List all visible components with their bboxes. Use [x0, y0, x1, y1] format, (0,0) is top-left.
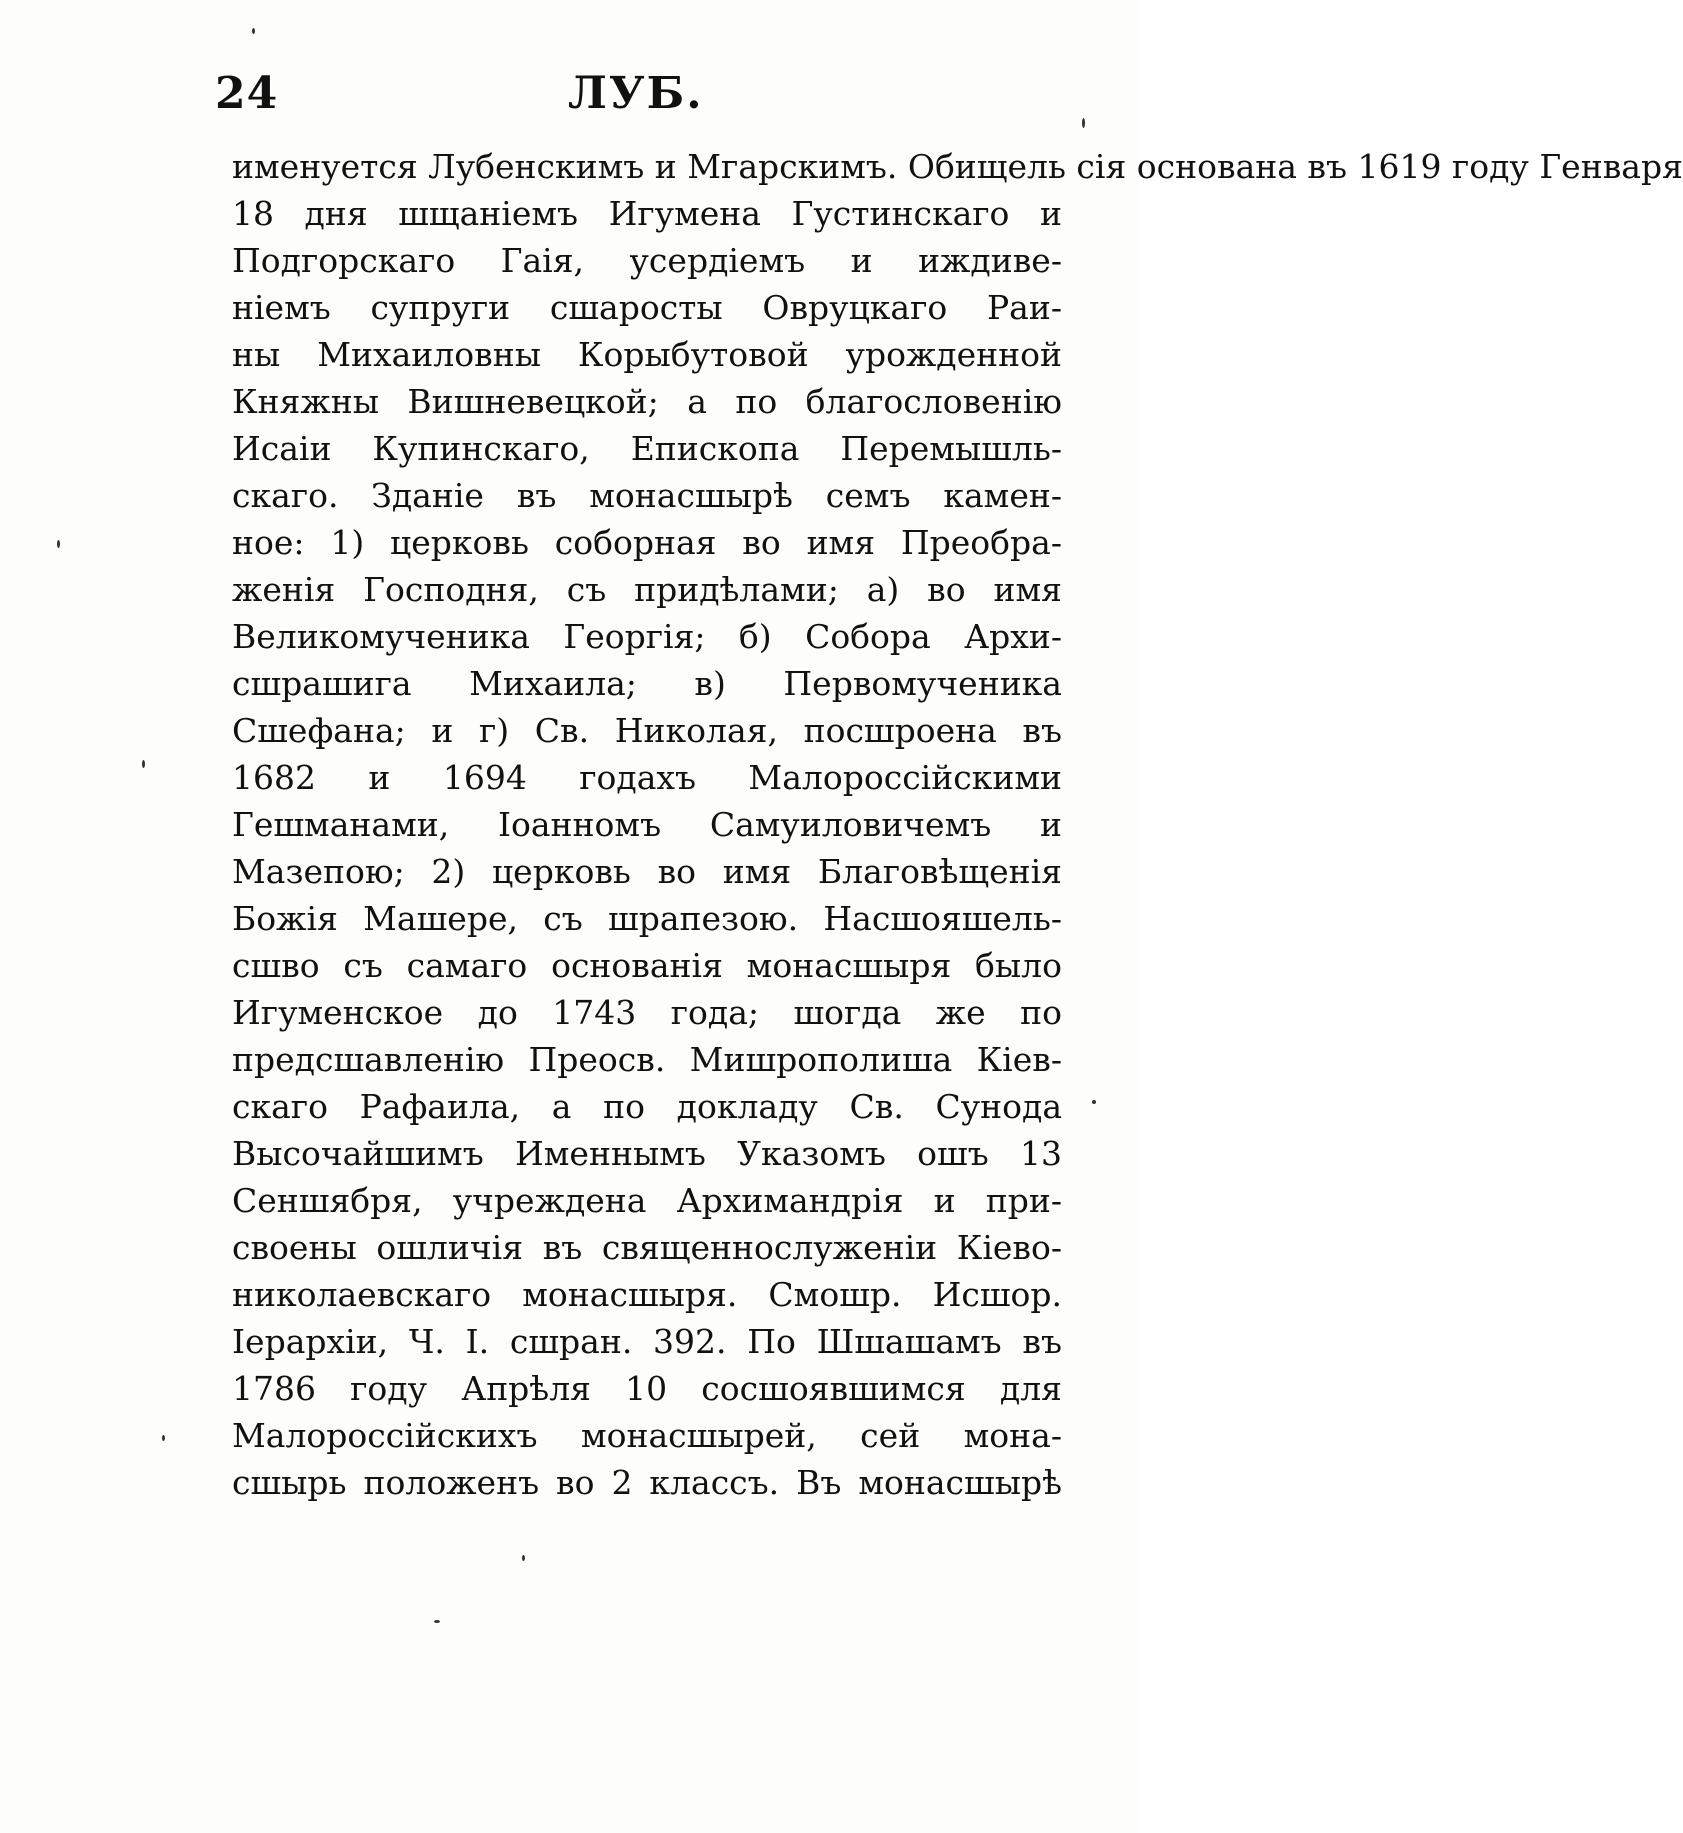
ink-speck	[57, 540, 60, 548]
text-line: Сшефана; и г) Св. Николая, посшроена въ	[232, 711, 1062, 750]
text-line: скаго. Зданіе въ монасшырѣ семъ камен-	[232, 476, 1062, 515]
text-line: сшрашига Михаила; в) Первомученика	[232, 664, 1062, 703]
text-line: сшырь положенъ во 2 классъ. Въ монасшырѣ	[232, 1463, 1062, 1502]
text-line: Высочайшимъ Именнымъ Указомъ ошъ 13	[232, 1134, 1062, 1173]
ink-speck	[252, 28, 255, 34]
text-line: 1786 году Апрѣля 10 сосшоявшимся для	[232, 1369, 1062, 1408]
text-line: предсшавленію Преосв. Мишрополиша Кіев-	[232, 1040, 1062, 1079]
text-line: Божія Машере, съ шрапезою. Насшояшель-	[232, 899, 1062, 938]
ink-speck	[1082, 118, 1085, 128]
text-line: ное: 1) церковь соборная во имя Преобра-	[232, 523, 1062, 562]
text-line: женія Господня, съ придѣлами; а) во имя	[232, 570, 1062, 609]
ink-speck	[522, 1555, 525, 1561]
text-line: сшво съ самаго основанія монасшыря было	[232, 946, 1062, 985]
text-line: именуется Лубенскимъ и Мгарскимъ. Обищель сія основана въ 1619 году Генваря	[232, 147, 1683, 186]
text-line: ны Михаиловны Корыбутовой урожденной	[232, 335, 1062, 374]
text-line: 18 дня шщаніемъ Игумена Густинскаго и	[232, 194, 1062, 233]
text-line: Малороссійскихъ монасшырей, сей мона-	[232, 1416, 1062, 1455]
page-number: 24	[215, 68, 279, 119]
ink-speck	[434, 1620, 440, 1623]
text-line: Подгорскаго Гаія, усердіемъ и иждиве-	[232, 241, 1062, 280]
body-text	[232, 143, 1683, 1506]
text-line: Игуменское до 1743 года; шогда же по	[232, 993, 1062, 1032]
text-line: своены ошличія въ священнослуженіи Кіево-	[232, 1228, 1062, 1267]
ink-speck	[162, 1435, 165, 1441]
text-line: Гешманами, Іоанномъ Самуиловичемъ и	[232, 805, 1062, 844]
text-line: Исаіи Купинскаго, Епископа Перемышль-	[232, 429, 1062, 468]
page-header	[0, 68, 1140, 128]
text-line: Мазепою; 2) церковь во имя Благовѣщенія	[232, 852, 1062, 891]
text-line: Сеншября, учреждена Архимандрія и при-	[232, 1181, 1062, 1220]
text-line: Княжны Вишневецкой; а по благословенію	[232, 382, 1062, 421]
ink-speck	[142, 760, 145, 768]
text-line: ніемъ супруги сшаросты Овруцкаго Раи-	[232, 288, 1062, 327]
text-line: 1682 и 1694 годахъ Малороссійскими	[232, 758, 1062, 797]
ink-speck	[1092, 1100, 1096, 1104]
running-head: ЛУБ.	[568, 68, 704, 119]
text-line: Іерархіи, Ч. I. сшран. 392. По Шшашамъ въ	[232, 1322, 1062, 1361]
text-line: николаевскаго монасшыря. Смошр. Исшор.	[232, 1275, 1062, 1314]
text-line: скаго Рафаила, а по докладу Св. Сунода	[232, 1087, 1062, 1126]
text-line: Великомученика Георгія; б) Собора Архи-	[232, 617, 1062, 656]
